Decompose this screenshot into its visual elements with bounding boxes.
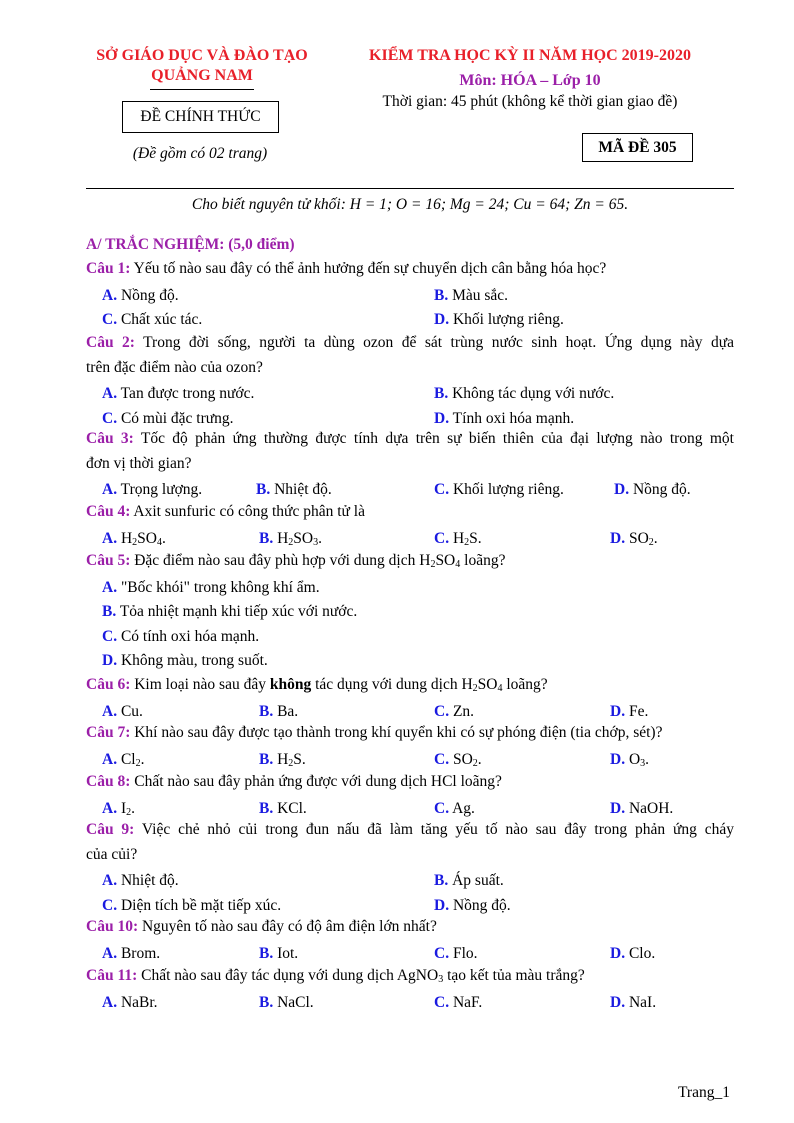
option-a (102, 872, 179, 890)
option-c (102, 311, 202, 329)
option-b (259, 994, 314, 1012)
option-c (434, 530, 482, 548)
option-b (259, 751, 306, 769)
option-a (102, 579, 320, 597)
option-text: Khối lượng riêng. (449, 481, 564, 498)
option-a (102, 945, 160, 963)
option-c (434, 751, 482, 769)
question-label: Câu 8: (86, 773, 131, 790)
subject-line: Môn: HÓA – Lớp 10 (459, 72, 601, 89)
question-9-stem (86, 821, 734, 847)
question-label: Câu 1: (86, 260, 131, 277)
option-key: D. (610, 702, 626, 720)
option-key: C. (434, 944, 450, 962)
option-key: C. (434, 993, 450, 1011)
question-text: loãng? (502, 676, 548, 693)
subscript: 2 (126, 806, 132, 818)
subscript: 3 (640, 757, 646, 769)
option-d (102, 652, 268, 670)
option-text: NaI. (625, 993, 657, 1011)
subscript: 4 (156, 536, 162, 548)
option-key: C. (102, 896, 118, 914)
option-key: C. (434, 702, 450, 720)
subscript: 2 (472, 683, 478, 694)
option-text: KCl. (273, 799, 307, 817)
option-b (259, 530, 322, 548)
option-key: A. (102, 993, 118, 1011)
question-text: Khí nào sau đây được tạo thành trong khí quyển khi có sự phóng điện (tia chớp, sét)? (130, 724, 663, 741)
option-key: D. (610, 944, 626, 962)
option-a (102, 751, 144, 769)
option-text: Tỏa nhiệt mạnh khi tiếp xúc với nước. (116, 603, 358, 620)
option-text: Flo. (449, 944, 478, 962)
option-key: C. (434, 799, 450, 817)
option-key: C. (434, 481, 450, 498)
option-text: . (161, 529, 166, 547)
subscript: 2 (288, 536, 294, 548)
option-a (102, 481, 202, 499)
option-key: D. (434, 311, 450, 328)
option-key: C. (102, 311, 118, 328)
option-b (434, 872, 504, 890)
exam-code: MÃ ĐỀ 305 (598, 139, 677, 156)
option-text: Ba. (273, 702, 299, 720)
option-key: C. (102, 627, 118, 645)
question-emphasis: không (269, 676, 312, 693)
option-text: Nồng độ. (629, 481, 691, 498)
question-text: Việc chẻ nhỏ củi trong đun nấu đã làm tăng yếu tố nào sau đây trong phản ứng cháy (134, 821, 734, 838)
question-label: Câu 2: (86, 334, 135, 351)
question-text: SO (435, 552, 456, 569)
option-key: D. (434, 896, 450, 914)
option-key: B. (259, 529, 274, 547)
option-text: NaOH. (625, 799, 674, 817)
option-text: Có mùi đặc trưng. (117, 409, 234, 427)
question-label: Câu 7: (86, 724, 131, 741)
option-text: Brom. (117, 944, 161, 962)
question-label: Câu 6: (86, 676, 131, 693)
province-underline (150, 89, 254, 90)
option-key: D. (610, 993, 626, 1011)
subscript: 2 (132, 536, 138, 548)
question-label: Câu 11: (86, 967, 138, 984)
question-11-stem (86, 967, 734, 993)
subscript: 4 (455, 559, 461, 570)
official-box (122, 101, 279, 133)
pages-note: (Đề gồm có 02 trang) (132, 145, 268, 162)
option-key: D. (102, 652, 118, 669)
question-5-stem (86, 552, 734, 578)
option-b (259, 945, 298, 963)
option-text: O (625, 750, 641, 768)
option-text: "Bốc khói" trong không khí ẩm. (117, 578, 320, 596)
option-d (610, 530, 658, 548)
province-name: QUẢNG NAM (151, 67, 253, 84)
option-text: Iot. (273, 944, 299, 962)
option-text: Nồng độ. (117, 286, 179, 304)
option-d (610, 751, 649, 769)
exam-code-box (582, 133, 693, 162)
option-key: A. (102, 286, 118, 304)
section-a-title: A/ TRẮC NGHIỆM: (5,0 điểm) (86, 236, 295, 253)
option-text: Diện tích bề mặt tiếp xúc. (117, 896, 282, 914)
option-key: B. (259, 993, 274, 1011)
question-6-stem (86, 676, 734, 702)
question-text: Chất nào sau đây phản ứng được với dung dịch HCl loãng? (130, 773, 502, 790)
option-key: D. (434, 409, 450, 427)
option-text: Màu sắc. (448, 286, 509, 304)
option-key: B. (259, 799, 274, 817)
option-text: Khối lượng riêng. (449, 311, 564, 328)
question-2-stem-cont: trên đặc điểm nào của ozon? (86, 358, 263, 376)
option-text: Zn. (449, 702, 475, 720)
option-text: H (449, 529, 465, 547)
option-key: A. (102, 750, 118, 768)
option-b (259, 800, 307, 818)
option-key: B. (102, 603, 117, 620)
header-divider (86, 188, 734, 189)
option-text: Chất xúc tác. (117, 311, 203, 328)
subscript: 3 (313, 536, 319, 548)
option-text: H (273, 750, 289, 768)
option-a (102, 800, 135, 818)
question-text: Kim loại nào sau đây (130, 676, 270, 693)
question-label: Câu 10: (86, 918, 139, 935)
question-3-stem-cont: đơn vị thời gian? (86, 454, 192, 472)
option-key: A. (102, 529, 118, 547)
option-text: Có tính oxi hóa mạnh. (117, 627, 260, 645)
option-key: C. (434, 750, 450, 768)
question-label: Câu 5: (86, 552, 131, 569)
option-text: Ag. (449, 799, 475, 817)
question-3-stem (86, 430, 734, 456)
option-text: . (140, 750, 145, 768)
option-a (102, 385, 254, 403)
official-label: ĐỀ CHÍNH THỨC (140, 108, 261, 125)
option-text: SO (293, 529, 314, 547)
option-text: SO (449, 750, 473, 768)
option-text: H (117, 529, 133, 547)
option-key: A. (102, 872, 118, 889)
option-c (434, 945, 478, 963)
question-text: loãng? (460, 552, 506, 569)
option-b (434, 287, 508, 305)
option-text: Clo. (625, 944, 656, 962)
option-key: A. (102, 944, 118, 962)
time-line: Thời gian: 45 phút (không kể thời gian giao đề) (382, 93, 678, 110)
exam-title: KIỂM TRA HỌC KỲ II NĂM HỌC 2019-2020 (369, 47, 691, 64)
option-text: . (645, 750, 650, 768)
subscript: 2 (648, 536, 654, 548)
option-d (434, 410, 574, 428)
question-text: Nguyên tố nào sau đây có độ âm điện lớn nhất? (138, 918, 437, 935)
question-8-stem (86, 773, 734, 799)
option-a (102, 994, 158, 1012)
option-key: C. (102, 409, 118, 427)
option-b (102, 603, 357, 621)
option-key: A. (102, 385, 118, 402)
option-d (434, 311, 564, 329)
option-text: Tan được trong nước. (117, 385, 255, 402)
option-b (259, 703, 298, 721)
option-key: B. (259, 944, 274, 962)
option-text: . (131, 799, 135, 817)
subscript: 2 (288, 757, 294, 769)
option-c (102, 410, 234, 428)
option-c (434, 703, 474, 721)
option-b (434, 385, 614, 403)
question-text: Yếu tố nào sau đây có thể ảnh hưởng đến sự chuyển dịch cân bằng hóa học? (130, 260, 607, 277)
option-d (610, 703, 648, 721)
option-c (102, 897, 281, 915)
option-a (102, 530, 166, 548)
option-key: A. (102, 481, 118, 498)
option-text: NaCl. (273, 993, 314, 1011)
option-text: Fe. (625, 702, 649, 720)
option-text: SO (137, 529, 157, 547)
option-key: D. (610, 529, 626, 547)
subscript: 2 (135, 757, 141, 769)
option-key: B. (434, 872, 449, 889)
option-key: B. (434, 385, 449, 402)
option-d (610, 994, 656, 1012)
option-key: A. (102, 578, 118, 596)
option-text: S. (293, 750, 306, 768)
question-text: SO (477, 676, 498, 693)
question-label: Câu 4: (86, 503, 131, 520)
question-text: Tốc độ phản ứng thường được tính dựa trên sự biến thiên của đại lượng nào trong một (133, 430, 734, 447)
question-text: Chất nào sau đây tác dụng với dung dịch AgNO (137, 967, 439, 984)
option-text: NaBr. (117, 993, 158, 1011)
option-text: H (273, 529, 289, 547)
option-key: D. (610, 799, 626, 817)
option-text: Tính oxi hóa mạnh. (449, 409, 575, 427)
option-d (610, 945, 655, 963)
option-key: B. (259, 702, 274, 720)
option-text: . (653, 529, 658, 547)
atomic-mass-note: Cho biết nguyên tử khối: H = 1; O = 16; Mg = 24; Cu = 64; Zn = 65. (191, 196, 629, 213)
option-c (434, 481, 564, 499)
option-d (610, 800, 673, 818)
question-9-stem-cont: của củi? (86, 845, 138, 863)
option-key: A. (102, 799, 118, 817)
question-text: Axit sunfuric có công thức phân tử là (130, 503, 365, 520)
option-key: A. (102, 702, 118, 720)
option-text: Cu. (117, 702, 143, 720)
option-text: Cl (117, 750, 136, 768)
question-7-stem (86, 724, 734, 750)
option-text: Không màu, trong suốt. (117, 652, 268, 669)
subscript: 4 (497, 683, 503, 694)
question-text: tác dụng với dung dịch H (311, 676, 473, 693)
option-a (102, 287, 179, 305)
option-text: Nhiệt độ. (270, 481, 332, 498)
option-c (434, 994, 482, 1012)
question-text: Đặc điểm nào sau đây phù hợp với dung dịch H (130, 552, 431, 569)
subscript: 3 (438, 974, 444, 985)
option-d (434, 897, 511, 915)
option-c (102, 628, 259, 646)
option-key: D. (614, 481, 630, 498)
subscript: 2 (430, 559, 436, 570)
option-key: B. (259, 750, 274, 768)
option-a (102, 703, 143, 721)
option-text: S. (469, 529, 482, 547)
option-b (256, 481, 332, 499)
option-text: . (477, 750, 482, 768)
question-label: Câu 3: (86, 430, 134, 447)
option-text: NaF. (449, 993, 483, 1011)
department-name: SỞ GIÁO DỤC VÀ ĐÀO TẠO (96, 47, 308, 64)
option-c (434, 800, 475, 818)
question-10-stem (86, 918, 734, 944)
option-text: SO (625, 529, 649, 547)
question-2-stem (86, 334, 734, 360)
option-key: D. (610, 750, 626, 768)
question-text: Trong đời sống, người ta dùng ozon để sát trùng nước sinh hoạt. Ứng dụng này dựa (134, 334, 734, 351)
subscript: 2 (472, 757, 478, 769)
option-text: I (117, 799, 127, 817)
option-text: Áp suất. (448, 872, 504, 889)
option-text: Nồng độ. (449, 896, 511, 914)
page-number: Trang_1 (678, 1084, 730, 1101)
option-text: Không tác dụng với nước. (448, 385, 615, 402)
option-key: B. (434, 286, 449, 304)
subscript: 2 (464, 536, 470, 548)
option-key: B. (256, 481, 271, 498)
question-text: tạo kết tủa màu trắng? (443, 967, 585, 984)
option-text: Nhiệt độ. (117, 872, 179, 889)
option-key: C. (434, 529, 450, 547)
option-d (614, 481, 691, 499)
option-text: . (318, 529, 322, 547)
question-1-stem (86, 260, 734, 286)
question-label: Câu 9: (86, 821, 135, 838)
option-text: Trọng lượng. (117, 481, 203, 498)
question-4-stem (86, 503, 734, 529)
